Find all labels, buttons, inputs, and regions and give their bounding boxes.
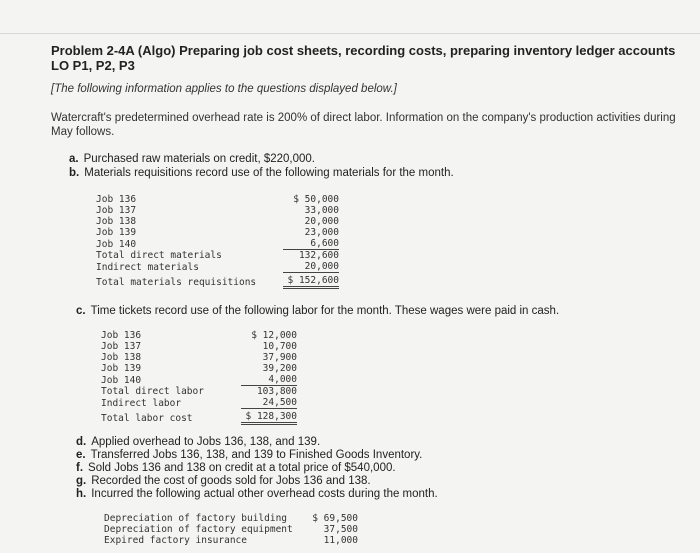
row-label: Job 137 <box>96 205 137 216</box>
row-amount: $ 128,300 <box>241 409 297 424</box>
item-f <box>76 462 396 474</box>
table-row <box>104 524 358 535</box>
table-row <box>96 238 339 250</box>
item-h-label: h. <box>76 488 87 500</box>
row-label: Job 138 <box>101 352 142 363</box>
table-row <box>101 374 297 386</box>
item-d-text: Applied overhead to Jobs 136, 138, and 139. <box>91 436 321 448</box>
info-note: [The following information applies to the questions displayed below.] <box>51 83 397 95</box>
row-label: Job 139 <box>101 363 142 374</box>
row-amount: 20,000 <box>304 216 339 227</box>
problem-title: Problem 2-4A (Algo) Preparing job cost sheets, recording costs, preparing inventory ledger accounts LO P1, P2, P3 <box>51 43 676 73</box>
row-label: Job 138 <box>96 216 137 227</box>
row-amount: 33,000 <box>304 205 339 216</box>
row-label: Total labor cost <box>101 412 193 424</box>
item-h-text: Incurred the following actual other overhead costs during the month. <box>91 488 438 500</box>
item-b <box>69 167 454 179</box>
row-label: Job 136 <box>96 194 137 205</box>
item-d <box>76 436 320 448</box>
item-h <box>76 488 438 500</box>
row-label: Total materials requisitions <box>96 276 257 288</box>
table-row <box>96 261 339 273</box>
table-row <box>104 513 358 524</box>
table-row <box>101 330 297 341</box>
row-amount: 37,900 <box>262 352 297 363</box>
row-amount: $ 50,000 <box>293 194 339 205</box>
row-amount: 37,500 <box>323 524 358 535</box>
labor-table <box>101 330 297 425</box>
item-c-text: Time tickets record use of the following labor for the month. These wages were paid in cash. <box>90 305 560 317</box>
table-row <box>96 216 339 227</box>
row-amount: $ 12,000 <box>251 330 297 341</box>
row-label: Job 140 <box>96 238 137 250</box>
row-label: Job 137 <box>101 341 142 352</box>
item-c-label: c. <box>76 305 86 317</box>
table-row <box>101 341 297 352</box>
item-g <box>76 475 371 487</box>
item-b-text: Materials requisitions record use of the following materials for the month. <box>84 167 454 179</box>
table-row <box>104 535 358 546</box>
item-g-text: Recorded the cost of goods sold for Jobs 136 and 138. <box>91 475 371 487</box>
overhead-table <box>104 513 358 546</box>
item-a-text: Purchased raw materials on credit, $220,000. <box>83 153 315 165</box>
table-row <box>96 205 339 216</box>
row-label: Job 136 <box>101 330 142 341</box>
row-amount: 24,500 <box>241 397 297 409</box>
table-row <box>96 250 339 262</box>
row-amount: 4,000 <box>241 374 297 386</box>
item-b-label: b. <box>69 167 80 179</box>
item-d-label: d. <box>76 436 87 448</box>
item-g-label: g. <box>76 475 87 487</box>
row-label: Indirect materials <box>96 261 199 273</box>
table-row <box>96 227 339 238</box>
row-label: Total direct materials <box>96 250 222 261</box>
row-amount: $ 69,500 <box>312 513 358 524</box>
top-divider <box>0 33 700 34</box>
row-amount: 103,800 <box>256 386 297 397</box>
item-f-text: Sold Jobs 136 and 138 on credit at a total price of $540,000. <box>88 462 396 474</box>
row-amount: 10,700 <box>262 341 297 352</box>
table-row <box>101 386 297 398</box>
item-a-label: a. <box>69 153 79 165</box>
item-a <box>69 153 315 165</box>
table-row <box>96 194 339 205</box>
row-amount: 20,000 <box>283 261 339 273</box>
row-label: Job 139 <box>96 227 137 238</box>
row-label: Expired factory insurance <box>104 535 247 546</box>
row-amount: 6,600 <box>283 238 339 250</box>
table-row <box>101 397 297 409</box>
row-amount: 39,200 <box>262 363 297 374</box>
row-label: Depreciation of factory building <box>104 513 288 524</box>
row-amount: 132,600 <box>298 250 339 261</box>
row-label: Total direct labor <box>101 386 204 397</box>
item-e-label: e. <box>76 449 86 461</box>
row-amount: 11,000 <box>323 535 358 546</box>
table-row <box>96 273 339 288</box>
item-e-text: Transferred Jobs 136, 138, and 139 to Finished Goods Inventory. <box>90 449 423 461</box>
table-row <box>101 352 297 363</box>
row-amount: 23,000 <box>304 227 339 238</box>
row-label: Indirect labor <box>101 397 182 409</box>
item-f-label: f. <box>76 462 84 474</box>
materials-table <box>96 194 339 289</box>
row-label: Depreciation of factory equipment <box>104 524 293 535</box>
row-label: Job 140 <box>101 374 142 386</box>
table-row <box>101 363 297 374</box>
item-e <box>76 449 422 461</box>
item-c <box>76 305 559 317</box>
table-row <box>101 409 297 424</box>
intro-paragraph: Watercraft's predetermined overhead rate is 200% of direct labor. Information on the company's production activities during May follows. <box>51 112 676 138</box>
row-amount: $ 152,600 <box>283 273 339 288</box>
